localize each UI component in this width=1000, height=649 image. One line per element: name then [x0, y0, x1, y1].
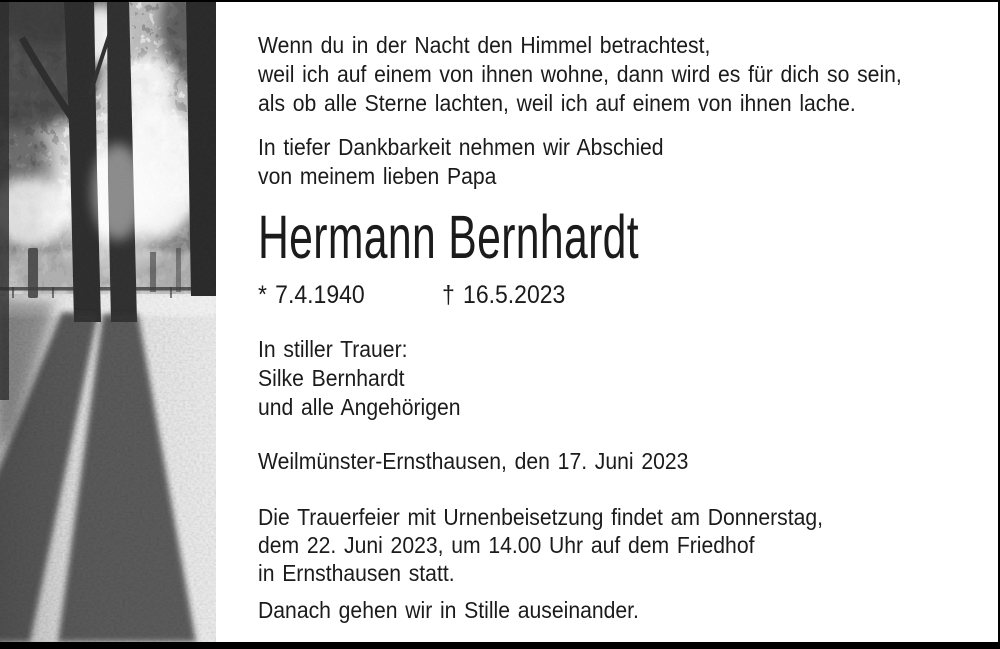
intro-block: [258, 133, 699, 191]
deceased-name: Hermann Bernhardt: [258, 203, 639, 271]
intro-line: von meinem lieben Papa: [258, 163, 497, 189]
birth-date: * 7.4.1940: [258, 281, 365, 309]
frame-border-bottom: [0, 642, 1000, 649]
mourning-line: Silke Bernhardt: [258, 365, 405, 391]
mourning-line: und alle Angehörigen: [258, 394, 461, 420]
funeral-block: [258, 503, 872, 587]
place-date-line: Weilmünster-Ernsthausen, den 17. Juni 2023: [258, 448, 689, 474]
poem-block: [258, 31, 958, 118]
funeral-line: in Ernsthausen statt.: [258, 560, 455, 586]
dates-row: [258, 282, 576, 308]
funeral-line: dem 22. Juni 2023, um 14.00 Uhr auf dem Friedhof: [258, 532, 755, 558]
death-date: † 16.5.2023: [441, 281, 566, 309]
closing-line: Danach gehen wir in Stille auseinander.: [258, 597, 639, 623]
frame-border-top: [0, 0, 1000, 2]
mourning-block: [258, 335, 478, 422]
park-trees-sunlight-image: [0, 0, 216, 642]
intro-line: In tiefer Dankbarkeit nehmen wir Abschied: [258, 134, 664, 160]
poem-line: weil ich auf einem von ihnen wohne, dann wird es für dich so sein,: [258, 61, 902, 87]
mourning-line: In stiller Trauer:: [258, 336, 408, 362]
place-date-block: [258, 447, 726, 476]
memorial-photo: [0, 0, 216, 642]
closing-block: [258, 596, 672, 624]
poem-line: als ob alle Sterne lachten, weil ich auf einem von ihnen lache.: [258, 90, 856, 116]
deceased-name-block: [258, 203, 802, 271]
poem-line: Wenn du in der Nacht den Himmel betrachtest,: [258, 32, 711, 58]
funeral-line: Die Trauerfeier mit Urnenbeisetzung findet am Donnerstag,: [258, 504, 824, 530]
